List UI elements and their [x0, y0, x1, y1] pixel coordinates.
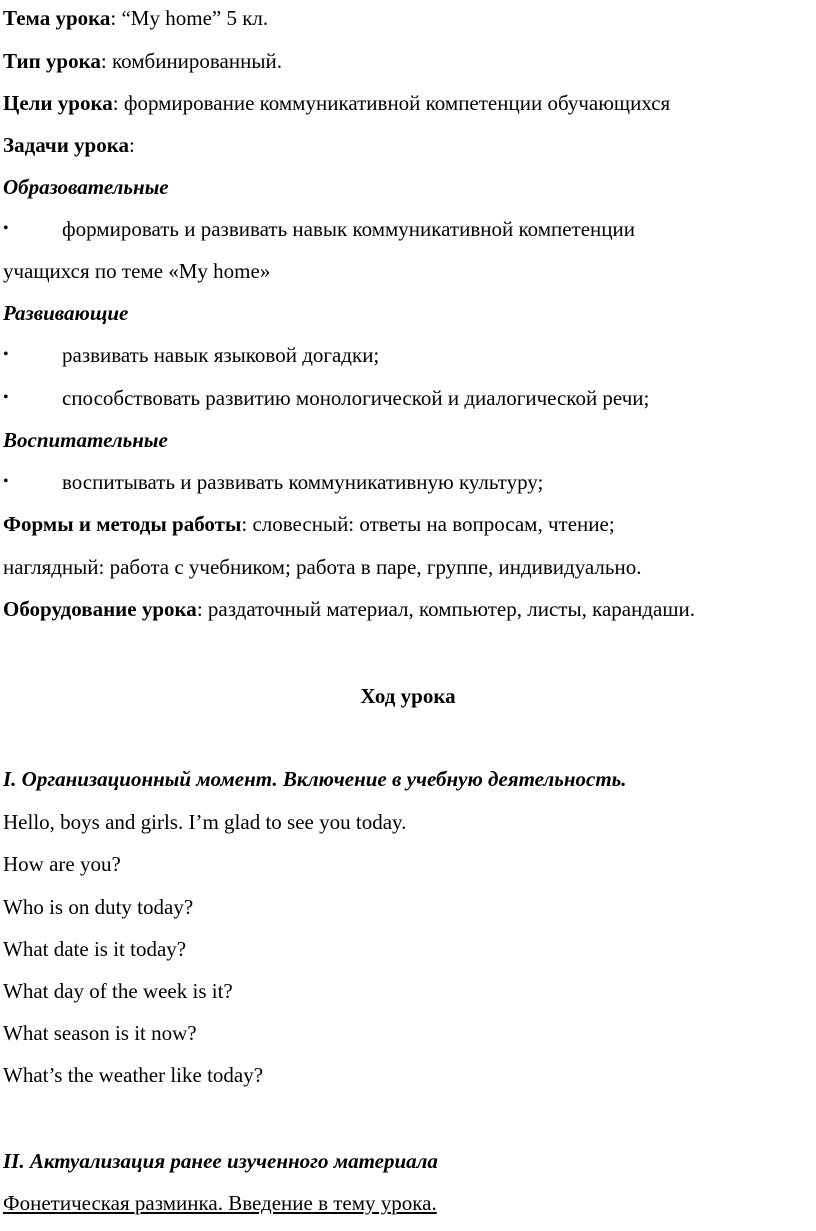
developing-bullet-2: способствовать развитию монологической и диалогической речи; [62, 386, 650, 410]
section1-line-1: Hello, boys and girls. I’m glad to see you today. [3, 810, 407, 834]
bullet-icon: • [3, 346, 9, 363]
type-line [3, 49, 282, 73]
topic-value: : “My home” 5 кл. [110, 6, 269, 30]
bullet-icon: • [3, 389, 9, 406]
forms-label: Формы и методы работы [3, 512, 242, 536]
bullet-icon: • [3, 220, 9, 237]
section1-line-3: Who is on duty today? [3, 895, 194, 919]
goals-label: Цели урока [3, 91, 113, 115]
section1-heading: I. Организационный момент. Включение в учебную деятельность. [3, 767, 627, 791]
type-value: : комбинированный. [100, 49, 282, 73]
tasks-label: Задачи урока [3, 133, 130, 157]
educational-bullet: формировать и развивать навык коммуникативной компетенции [62, 217, 635, 241]
developing-title: Развивающие [3, 301, 129, 325]
bullet-icon: • [3, 473, 9, 490]
topic-label: Тема урока [3, 6, 111, 30]
tasks-value: : [129, 133, 135, 157]
developing-bullet-1: развивать навык языковой догадки; [62, 343, 380, 367]
lesson-title: Ход урока [360, 684, 456, 708]
educational-continuation: учащихся по теме «My home» [3, 259, 271, 283]
section1-line-6: What season is it now? [3, 1021, 197, 1045]
forms-continuation: наглядный: работа с учебником; работа в паре, группе, индивидуально. [3, 555, 642, 579]
goals-value: : формирование коммуникативной компетенции обучающихся [112, 91, 671, 115]
goals-line [3, 91, 670, 115]
topic-line [3, 6, 268, 30]
section1-line-4: What date is it today? [3, 937, 187, 961]
type-label: Тип урока [3, 49, 101, 73]
section2-subheading: Фонетическая разминка. Введение в тему урока. [3, 1191, 437, 1215]
educational-title: Образовательные [3, 175, 169, 199]
upbringing-title: Воспитательные [3, 428, 168, 452]
forms-line [3, 512, 615, 536]
equipment-line [3, 597, 695, 621]
equipment-label: Оборудование урока [3, 597, 197, 621]
section1-line-2: How are you? [3, 852, 121, 876]
section1-line-7: What’s the weather like today? [3, 1063, 264, 1087]
upbringing-bullet: воспитывать и развивать коммуникативную культуру; [62, 470, 544, 494]
section2-heading: II. Актуализация ранее изученного материала [3, 1149, 438, 1173]
tasks-line [3, 133, 135, 157]
section1-line-5: What day of the week is it? [3, 979, 233, 1003]
forms-value: : словесный: ответы на вопросам, чтение; [241, 512, 615, 536]
equipment-value: : раздаточный материал, компьютер, листы, карандаши. [196, 597, 695, 621]
